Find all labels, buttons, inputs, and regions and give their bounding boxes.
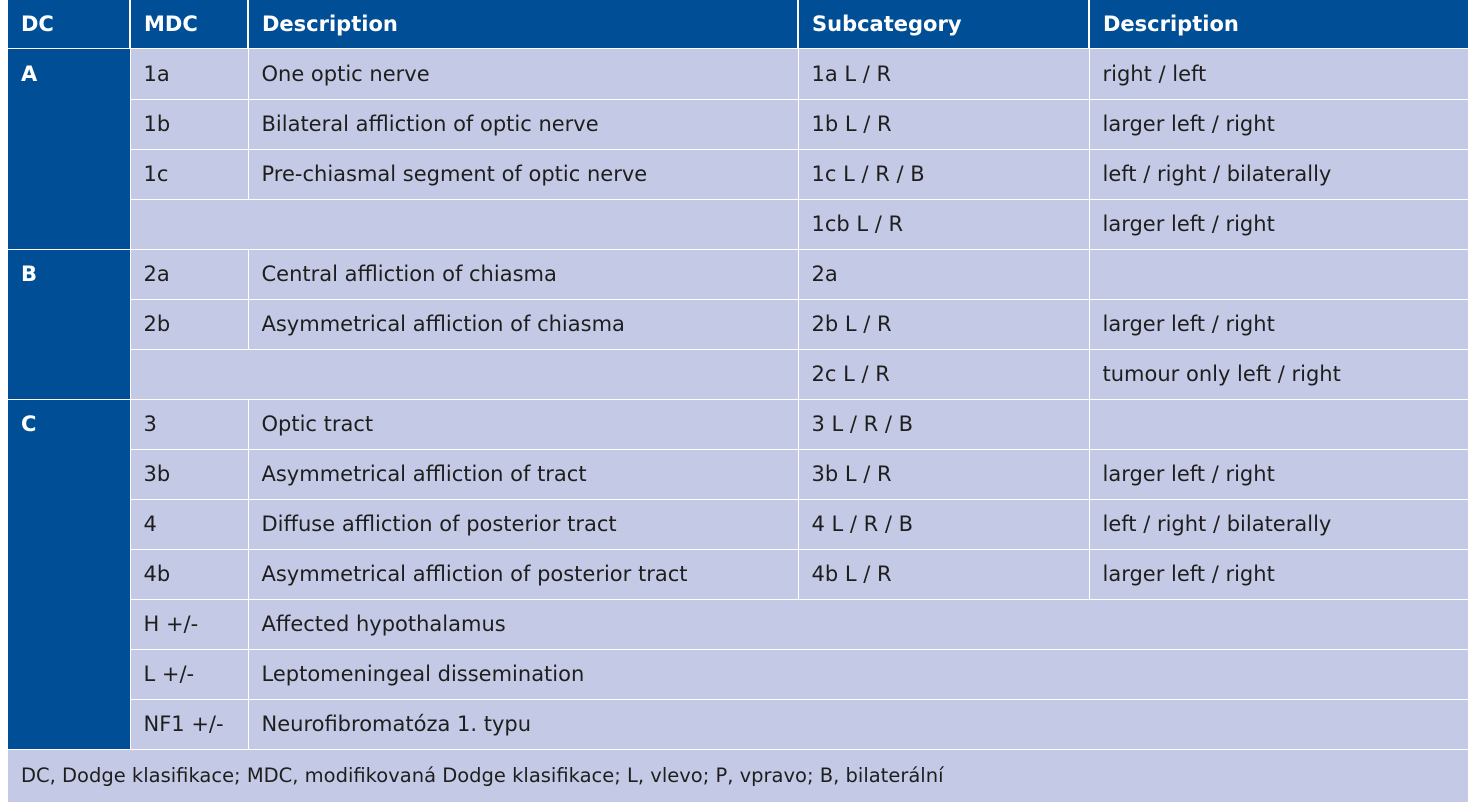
- empty-merged-cell: [130, 199, 798, 249]
- subcategory-cell: 2a: [798, 249, 1089, 299]
- sub-description-cell: larger left / right: [1089, 199, 1468, 249]
- table-row: [8, 599, 1468, 649]
- mdc-cell: NF1 +/-: [130, 699, 248, 749]
- mdc-cell: 1b: [130, 99, 248, 149]
- table-row: [8, 99, 1468, 149]
- description-cell: Affected hypothalamus: [248, 599, 1468, 649]
- description-cell: Leptomeningeal dissemination: [248, 649, 1468, 699]
- subcategory-cell: 2c L / R: [798, 349, 1089, 399]
- dc-cell: [8, 199, 130, 249]
- description-cell: Asymmetrical affliction of posterior tract: [248, 549, 798, 599]
- mdc-cell: 4b: [130, 549, 248, 599]
- table-header-row: [8, 0, 1468, 48]
- mdc-cell: 3b: [130, 449, 248, 499]
- dc-cell: [8, 599, 130, 649]
- table-footnote: DC, Dodge klasifikace; MDC, modifikovaná Dodge klasifikace; L, vlevo; P, vpravo; B, bilaterální: [8, 749, 1468, 802]
- table-row: [8, 549, 1468, 599]
- header-description: Description: [248, 0, 798, 48]
- header-mdc: MDC: [130, 0, 248, 48]
- table-row: [8, 449, 1468, 499]
- mdc-cell: H +/-: [130, 599, 248, 649]
- subcategory-cell: 1c L / R / B: [798, 149, 1089, 199]
- dc-cell: [8, 699, 130, 749]
- subcategory-cell: 2b L / R: [798, 299, 1089, 349]
- dodge-classification-table: [8, 0, 1468, 802]
- dc-cell: [8, 99, 130, 149]
- table-row: [8, 399, 1468, 449]
- mdc-cell: 1a: [130, 48, 248, 99]
- empty-merged-cell: [130, 349, 798, 399]
- table-row: [8, 199, 1468, 249]
- description-cell: Bilateral affliction of optic nerve: [248, 99, 798, 149]
- description-cell: Asymmetrical affliction of chiasma: [248, 299, 798, 349]
- description-cell: Central affliction of chiasma: [248, 249, 798, 299]
- sub-description-cell: larger left / right: [1089, 299, 1468, 349]
- subcategory-cell: 1b L / R: [798, 99, 1089, 149]
- mdc-cell: 2a: [130, 249, 248, 299]
- dc-cell: [8, 449, 130, 499]
- description-cell: Optic tract: [248, 399, 798, 449]
- footnote-row: [8, 749, 1468, 802]
- description-cell: Pre-chiasmal segment of optic nerve: [248, 149, 798, 199]
- table-row: [8, 649, 1468, 699]
- sub-description-cell: left / right / bilaterally: [1089, 499, 1468, 549]
- table-row: [8, 299, 1468, 349]
- sub-description-cell: larger left / right: [1089, 99, 1468, 149]
- sub-description-cell: [1089, 249, 1468, 299]
- table-row: [8, 149, 1468, 199]
- sub-description-cell: [1089, 399, 1468, 449]
- subcategory-cell: 4 L / R / B: [798, 499, 1089, 549]
- dc-group-label: B: [8, 249, 130, 299]
- dc-group-label: C: [8, 399, 130, 449]
- subcategory-cell: 3b L / R: [798, 449, 1089, 499]
- table-row: [8, 48, 1468, 99]
- description-cell: Asymmetrical affliction of tract: [248, 449, 798, 499]
- subcategory-cell: 1a L / R: [798, 48, 1089, 99]
- header-sub-description: Description: [1089, 0, 1468, 48]
- dc-cell: [8, 549, 130, 599]
- sub-description-cell: tumour only left / right: [1089, 349, 1468, 399]
- dc-cell: [8, 649, 130, 699]
- description-cell: Diffuse affliction of posterior tract: [248, 499, 798, 549]
- mdc-cell: 1c: [130, 149, 248, 199]
- header-subcategory: Subcategory: [798, 0, 1089, 48]
- description-cell: Neurofibromatóza 1. typu: [248, 699, 1468, 749]
- dc-group-label: A: [8, 48, 130, 99]
- description-cell: One optic nerve: [248, 48, 798, 99]
- sub-description-cell: larger left / right: [1089, 449, 1468, 499]
- mdc-cell: L +/-: [130, 649, 248, 699]
- dc-cell: [8, 499, 130, 549]
- sub-description-cell: right / left: [1089, 48, 1468, 99]
- dc-cell: [8, 149, 130, 199]
- mdc-cell: 3: [130, 399, 248, 449]
- subcategory-cell: 1cb L / R: [798, 199, 1089, 249]
- mdc-cell: 4: [130, 499, 248, 549]
- header-dc: DC: [8, 0, 130, 48]
- subcategory-cell: 4b L / R: [798, 549, 1089, 599]
- mdc-cell: 2b: [130, 299, 248, 349]
- table-row: [8, 499, 1468, 549]
- table-row: [8, 349, 1468, 399]
- dc-cell: [8, 349, 130, 399]
- subcategory-cell: 3 L / R / B: [798, 399, 1089, 449]
- classification-table-container: [8, 0, 1468, 796]
- dc-cell: [8, 299, 130, 349]
- table-row: [8, 699, 1468, 749]
- sub-description-cell: left / right / bilaterally: [1089, 149, 1468, 199]
- sub-description-cell: larger left / right: [1089, 549, 1468, 599]
- table-row: [8, 249, 1468, 299]
